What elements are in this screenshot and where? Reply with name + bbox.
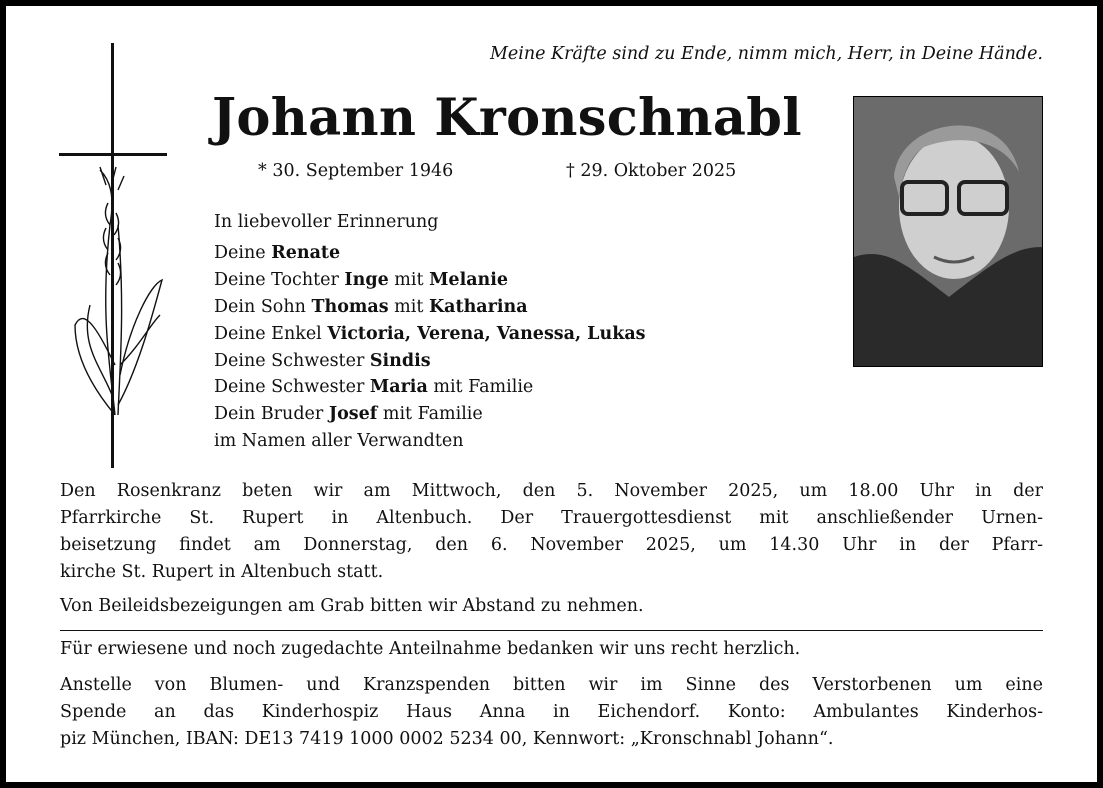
service-line: Den Rosenkranz beten wir am Mittwoch, den 5. November 2025, um 18.00 Uhr in der — [60, 481, 1043, 501]
thanks-text: Für erwiesene und noch zugedachte Anteilnahme bedanken wir uns recht herzlich. — [60, 639, 801, 659]
service-line: beisetzung findet am Donnerstag, den 6. November 2025, um 14.30 Uhr in der Pfarr- — [60, 535, 1043, 555]
donation-line: Anstelle von Blumen- und Kranzspenden bitten wir im Sinne des Verstorbenen um eine — [60, 675, 1043, 695]
family-line: Deine Schwester Sindis — [214, 350, 431, 371]
portrait-photo — [853, 96, 1043, 367]
service-line: kirche St. Rupert in Altenbuch statt. — [60, 562, 384, 582]
deceased-name: Johann Kronschnabl — [212, 88, 802, 148]
donation-info — [60, 672, 1043, 753]
cross-bar — [59, 153, 167, 156]
donation-line: piz München, IBAN: DE13 7419 1000 0002 5234 00, Kennwort: „Kronschnabl Johann“. — [60, 729, 834, 749]
family-line: Deine Schwester Maria mit Familie — [214, 377, 534, 398]
family-line: Dein Bruder Josef mit Familie — [214, 404, 483, 425]
donation-line: Spende an das Kinderhospiz Haus Anna in Eichendorf. Konto: Ambulantes Kinderhos- — [60, 702, 1043, 722]
service-info — [60, 478, 1043, 586]
family-list — [214, 209, 646, 455]
portrait-image — [854, 97, 1042, 366]
motto-quote: Meine Kräfte sind zu Ende, nimm mich, Herr, in Deine Hände. — [489, 44, 1043, 64]
death-date: † 29. Oktober 2025 — [566, 161, 737, 181]
family-line: Deine Enkel Victoria, Verena, Vanessa, Lukas — [214, 323, 646, 344]
divider — [60, 630, 1043, 631]
condolence-note: Von Beileidsbezeigungen am Grab bitten wir Abstand zu nehmen. — [60, 596, 644, 616]
family-line: Dein Sohn Thomas mit Katharina — [214, 296, 528, 317]
family-intro: In liebevoller Erinnerung — [214, 212, 439, 232]
wheat-icon — [70, 165, 165, 415]
family-closing: im Namen aller Verwandten — [214, 431, 464, 452]
family-line: Deine Renate — [214, 242, 341, 263]
birth-date: * 30. September 1946 — [258, 161, 454, 181]
family-line: Deine Tochter Inge mit Melanie — [214, 269, 509, 290]
service-line: Pfarrkirche St. Rupert in Altenbuch. Der Trauergottesdienst mit anschließender Urnen- — [60, 508, 1043, 528]
